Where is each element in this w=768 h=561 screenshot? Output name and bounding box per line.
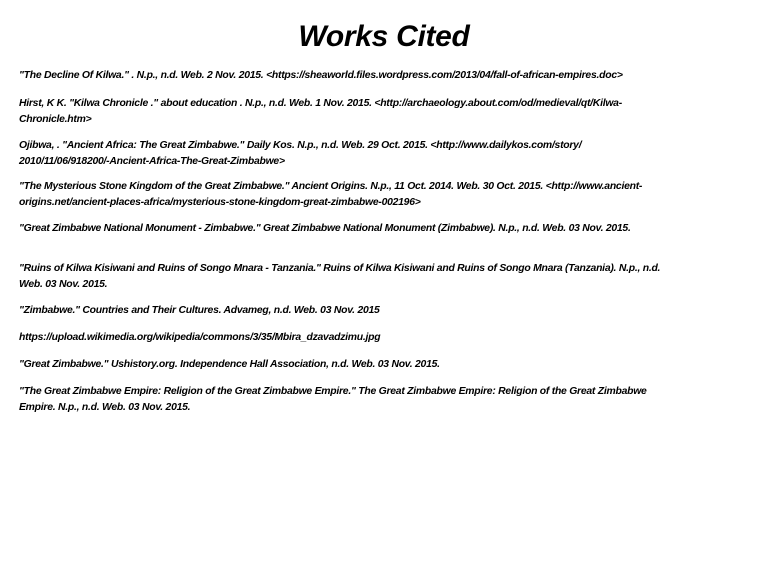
citation-9 — [19, 357, 759, 373]
citation-line: Web. 03 Nov. 2015. — [19, 278, 108, 290]
citation-3 — [19, 138, 759, 169]
citation-line: "Great Zimbabwe National Monument - Zimbabwe." Great Zimbabwe National Monument (Zimbabwe). N.p., n.d. Web. 03 Nov. 2015. — [19, 223, 631, 234]
citation-line: "Great Zimbabwe." Ushistory.org. Independence Hall Association, n.d. Web. 03 Nov. 2015. — [19, 359, 440, 370]
citation-line: Chronicle.htm> — [19, 113, 92, 125]
citation-line: 2010/11/06/918200/-Ancient-Africa-The-Great-Zimbabwe> — [19, 155, 285, 167]
citation-1 — [19, 68, 759, 84]
citation-6 — [19, 261, 759, 292]
citation-line: origins.net/ancient-places-africa/mysterious-stone-kingdom-great-zimbabwe-002196> — [19, 196, 421, 208]
citation-line: Ojibwa, . "Ancient Africa: The Great Zimbabwe." Daily Kos. N.p., n.d. Web. 29 Oct. 2015. <http://www.dailykos.com/story/ — [19, 140, 582, 151]
page-title: Works Cited — [298, 20, 470, 53]
citation-2 — [19, 96, 759, 127]
citation-line: Hirst, K K. "Kilwa Chronicle ." about education . N.p., n.d. Web. 1 Nov. 2015. <http://archaeology.about.com/od/medieval/qt/Kilwa- — [19, 98, 622, 109]
citation-8 — [19, 330, 759, 346]
citation-line: Empire. N.p., n.d. Web. 03 Nov. 2015. — [19, 401, 191, 413]
citation-line: "The Mysterious Stone Kingdom of the Great Zimbabwe." Ancient Origins. N.p., 11 Oct. 2014. Web. 30 Oct. 2015. <http://www.ancient- — [19, 181, 643, 192]
citation-4 — [19, 179, 759, 210]
citation-5 — [19, 221, 759, 237]
citation-7 — [19, 303, 759, 319]
citation-10 — [19, 384, 759, 415]
citation-line: https://upload.wikimedia.org/wikipedia/commons/3/35/Mbira_dzavadzimu.jpg — [19, 332, 381, 343]
citation-line: "The Decline Of Kilwa." . N.p., n.d. Web. 2 Nov. 2015. <https://sheaworld.files.wordpress.com/2013/04/fall-of-african-empires.doc> — [19, 70, 623, 81]
citation-line: "Ruins of Kilwa Kisiwani and Ruins of Songo Mnara - Tanzania." Ruins of Kilwa Kisiwani and Ruins of Songo Mnara (Tanzania). N.p., n.d. — [19, 263, 661, 274]
citation-line: "The Great Zimbabwe Empire: Religion of the Great Zimbabwe Empire." The Great Zimbabwe Empire: Religion of the Great Zimbabwe — [19, 386, 647, 397]
citation-line: "Zimbabwe." Countries and Their Cultures. Advameg, n.d. Web. 03 Nov. 2015 — [19, 305, 380, 316]
